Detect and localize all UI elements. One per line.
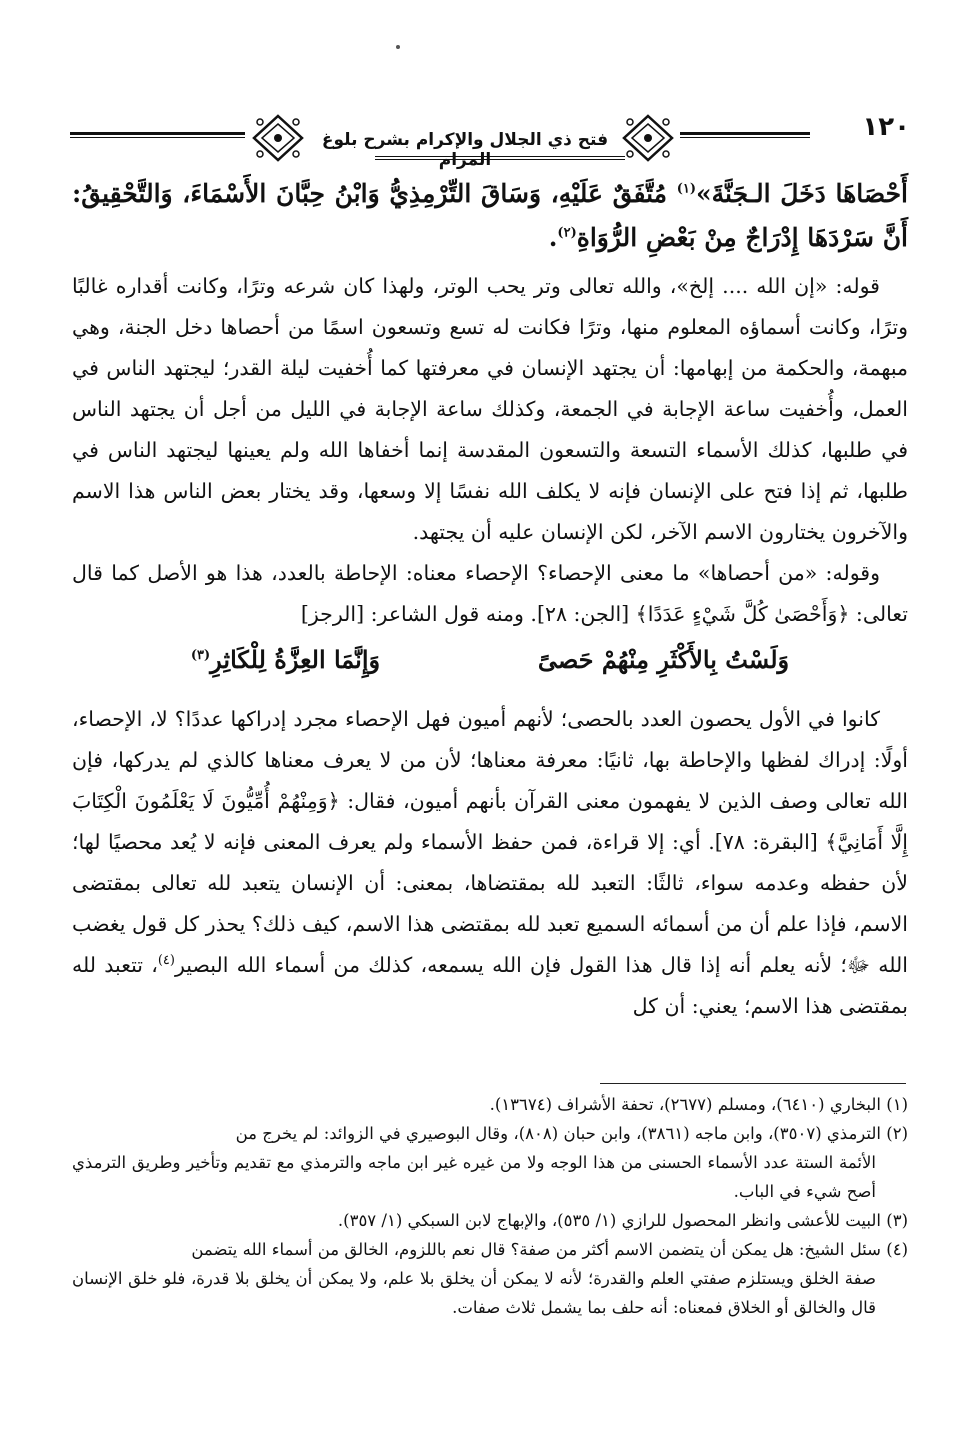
paragraph-1: قوله: «إن الله .... إلخ»، والله تعالى وتر يحب الوتر، ولهذا كان شرعه وترًا، وكانت أقداره غالبًا وترًا، وكانت أسماؤه المعلوم منها، وترًا فكانت له تسع وتسعون اسمًا من أحصاها دخل الجنة، وهي مبهمة، والحكمة من إبهامها: أن يجتهد الإنسان في معرفتها كما أُخفيت ليلة القدر؛ ليجتهد الناس في العمل، وأُخفيت ساعة الإجابة في الجمعة، وكذلك ساعة الإجابة في الليل من أجل أن يجتهد الناس في طلبها، كذلك الأسماء التسعة والتسعون المقدسة إنما أخفاها الله ولم يعينها ليجتهد الناس في طلبها، ثم إذا فتح على الإنسان فإنه لا يكلف الله نفسًا إلا وسعها، وقد يختار بعض الناس هذا الاسم والآخرون يختارون الاسم الآخر، لكن الإنسان عليه أن يجتهد. bbox=[72, 274, 908, 544]
footnote-number: (٤) bbox=[886, 1240, 908, 1259]
footnote-3 bbox=[72, 1206, 908, 1235]
footnote-number: (١) bbox=[886, 1095, 908, 1114]
footnote-ref-2[interactable]: (٢) bbox=[557, 225, 577, 241]
header-rule-left bbox=[70, 132, 245, 138]
footnote-2 bbox=[72, 1119, 908, 1206]
verse-hemistich-1: وَلَسْتُ بِالأَكْثَرِ مِنْهُمْ حَصىً bbox=[537, 645, 790, 674]
footnote-text-cont: صفة الخلق ويستلزم صفتي العلم والقدرة؛ لأنه لا يمكن أن يخلق بلا علم، ولا يمكن أن يخلق بلا قدرة، فلو خلق الإنسان قال والخالق أو الخلاق فمعناه: أنه حلف بما يشمل ثلاث صفات. bbox=[72, 1269, 876, 1317]
poetry-verse bbox=[72, 635, 908, 685]
hadith-end: . bbox=[548, 223, 558, 252]
paragraph-3-cont: ، تتعبد لله بمقتضى هذا الاسم؛ يعني: أن كل bbox=[72, 953, 908, 1018]
footnote-text: الترمذي (٣٥٠٧)، وابن ماجه (٣٨٦١)، وابن حبان (٨٠٨)، وقال البوصيري في الزوائد: لم يخرج من bbox=[235, 1124, 881, 1143]
footnote-ref-1[interactable]: (١) bbox=[676, 181, 697, 197]
footnote-text: سئل الشيخ: هل يمكن أن يتضمن الاسم أكثر من صفة؟ قال نعم باللزوم، الخالق من أسماء الله يتضمن bbox=[191, 1240, 881, 1259]
footnote-number: (٢) bbox=[886, 1124, 908, 1143]
paragraph-3 bbox=[72, 699, 908, 1027]
verse-hemistich-2: وَإِنَّمَا العِزَّةُ لِلْكَاثِرِ bbox=[210, 645, 381, 674]
book-title: فتح ذي الجلال والإكرام بشرح بلوغ المرام bbox=[321, 130, 609, 170]
header-ornament-right bbox=[620, 112, 676, 164]
header-ornament-left bbox=[250, 112, 306, 164]
scan-speck bbox=[396, 45, 400, 49]
footnote-number: (٣) bbox=[886, 1211, 908, 1230]
page-header bbox=[70, 112, 910, 168]
hadith-part-1: أَحْصَاهَا دَخَلَ الـجَنَّةَ» bbox=[696, 179, 908, 208]
footnote-1 bbox=[72, 1090, 908, 1119]
footnotes bbox=[72, 1090, 908, 1322]
footnote-text: البيت للأعشى وانظر المحصول للرازي (١/ ٥٣٥)، والإبهاج لابن السبكي (١/ ٣٥٧). bbox=[337, 1211, 881, 1230]
footnote-text: البخاري (٦٤١٠)، ومسلم (٢٦٧٧)، تحفة الأشراف (١٣٦٧٤). bbox=[489, 1095, 881, 1114]
page-number: ١٢٠ bbox=[862, 112, 910, 142]
footnote-text-cont: الأئمة الستة عدد الأسماء الحسنى من هذا الوجه ولا من غيره غير ابن ماجه والترمذي مع تقديم وتأخير وطريق الترمذي أصح شيء في الباب. bbox=[72, 1153, 876, 1201]
footnote-ref-4[interactable]: (٤) bbox=[157, 953, 175, 969]
header-rule-right bbox=[680, 132, 810, 138]
paragraph-3-text: كانوا في الأول يحصون العدد بالحصى؛ لأنهم أميون فهل الإحصاء مجرد إدراكها عددًا؟ لا، الإحصاء، أولًا: إدراك لفظها والإحاطة بها، ثانيًا: معرفة معناها؛ لأن من لا يعرف معناها كالذي لم يدركها، فإن الله تعالى وصف الذين لا يفهمون معنى القرآن بأنهم أميون، فقال: ﴿وَمِنْهُمْ أُمِّيُّونَ لَا يَعْلَمُونَ الْكِتَابَ إِلَّا أَمَانِيَّ﴾ [البقرة: ٧٨]. أي: إلا قراءة، فمن حفظ الأسماء ولم يعرف المعنى فإنه لا يُعد محصيًا لها؛ لأن حفظه وعدمه سواء، ثالثًا: التعبد لله بمقتضاها، بمعنى: أن الإنسان يتعبد لله تعالى بمقتضى الاسم، فإذا علم أن من أسمائه السميع تعبد لله بمقتضى هذا الاسم، كيف ذلك؟ يحذر كل قول يغضب الله ﷻ؛ لأنه يعلم أنه إذا قال هذا القول فإن الله يسمعه، كذلك من أسماء الله البصير bbox=[72, 707, 908, 977]
paragraph-2: وقوله: «من أحصاها» ما معنى الإحصاء؟ الإحصاء معناه: الإحاطة بالعدد، هذا هو الأصل كما قال تعالى: ﴿وَأَحْصَىٰ كُلَّ شَيْءٍ عَدَدًا﴾ [الجن: ٢٨]. ومنه قول الشاعر: [الرجز] bbox=[72, 561, 908, 626]
footnote-4 bbox=[72, 1235, 908, 1322]
footnote-ref-3[interactable]: (٣) bbox=[190, 648, 211, 663]
hadith-part-2: مُتَّفَقٌ عَلَيْهِ، وَسَاقَ التِّرْمِذِيُّ وَابْنُ حِبَّانَ الأَسْمَاءَ، وَالتَّحْقِيقُ: أَنَّ سَرْدَهَا إِدْرَاجٌ مِنْ بَعْضِ الرُّوَاةِ bbox=[72, 179, 908, 252]
main-text bbox=[72, 172, 908, 1027]
hadith-text bbox=[72, 172, 908, 260]
footnote-separator bbox=[600, 1083, 906, 1084]
verse-hemistich-2-wrap bbox=[191, 635, 380, 685]
header-rule-under-title bbox=[375, 156, 625, 160]
